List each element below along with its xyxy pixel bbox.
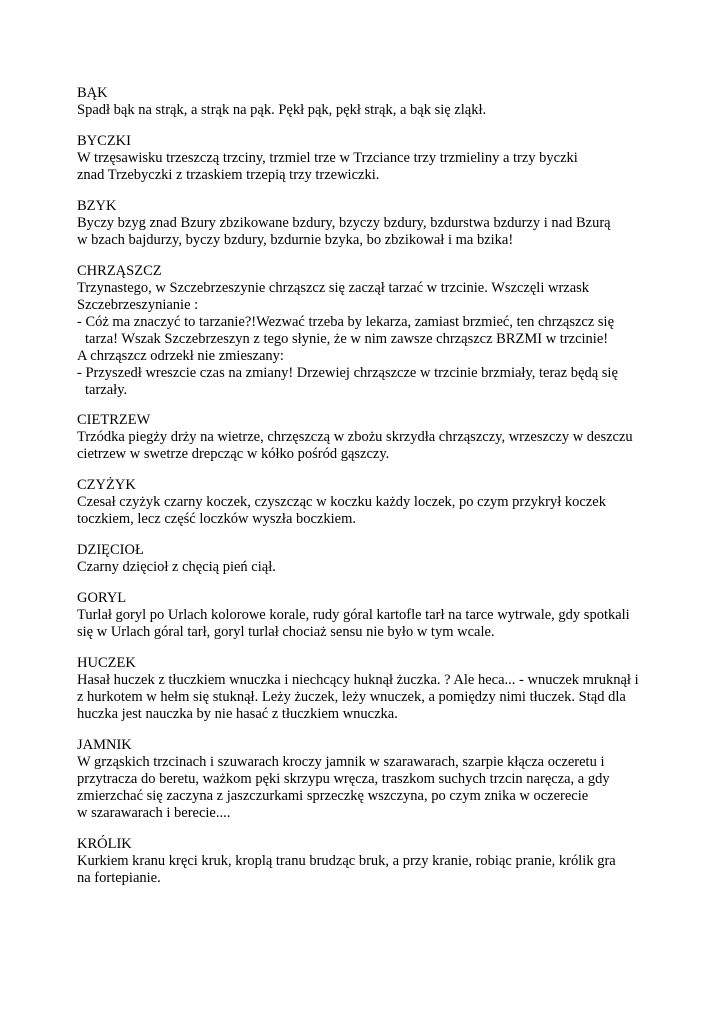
entry-line: Czarny dzięcioł z chęcią pień ciął. <box>77 559 276 575</box>
verse-entry <box>77 477 677 528</box>
entry-line: Trzódka piegży drży na wietrze, chrzęszczą w zbożu skrzydła chrząszczy, wrzeszczy w deszczu <box>77 429 633 445</box>
verse-entry <box>77 133 677 184</box>
entry-line: zmierzchać się zaczyna z jaszczurkami sprzeczkę wszczyna, po czym znika w oczerecie <box>77 788 589 804</box>
entry-line: huczka jest nauczka by nie hasać z tłuczkiem wnuczka. <box>77 706 398 722</box>
entry-line: na fortepianie. <box>77 870 161 886</box>
entry-title: CZYŻYK <box>77 477 136 493</box>
entry-line: - Cóż ma znaczyć to tarzanie?!Wezwać trzeba by lekarza, zamiast brzmieć, ten chrząszcz się <box>77 314 615 330</box>
verse-entry <box>77 590 677 641</box>
entry-line: tarza! Wszak Szczebrzeszyn z tego słynie, że w nim zawsze chrząszcz BRZMI w trzcinie! <box>85 331 609 347</box>
entry-line: cietrzew w swetrze drepcząc w kółko pośród gąszczy. <box>77 446 390 462</box>
entry-line: przytracza do beretu, ważkom pęki skrzypu wręcza, traszkom suchych trzcin naręcza, a gdy <box>77 771 610 787</box>
entry-title: KRÓLIK <box>77 836 132 852</box>
entry-line: się w Urlach góral tarł, goryl turlał chociaż sensu nie było w tym wcale. <box>77 624 495 640</box>
entry-line: Spadł bąk na strąk, a strąk na pąk. Pękł pąk, pękł strąk, a bąk się zląkł. <box>77 102 487 118</box>
verse-entry <box>77 85 677 119</box>
document-page <box>77 85 677 901</box>
verse-entry <box>77 655 677 723</box>
entry-line: Hasał huczek z tłuczkiem wnuczka i niechcący huknął żuczka. ? Ale heca... - wnuczek mruknął i <box>77 672 639 688</box>
entry-line: w szarawarach i berecie.... <box>77 805 231 821</box>
entry-title: GORYL <box>77 590 127 606</box>
entry-title: BĄK <box>77 85 108 101</box>
entry-title: BZYK <box>77 198 117 214</box>
verse-entry <box>77 412 677 463</box>
entry-title: JAMNIK <box>77 737 132 753</box>
verse-entry <box>77 263 677 399</box>
entry-line: W trzęsawisku trzeszczą trzciny, trzmiel trze w Trzciance trzy trzmieliny a trzy byczki <box>77 150 578 166</box>
entry-title: DZIĘCIOŁ <box>77 542 144 558</box>
entry-line: Kurkiem kranu kręci kruk, kroplą tranu brudząc bruk, a przy kranie, robiąc pranie, królik gra <box>77 853 616 869</box>
entry-title: BYCZKI <box>77 133 131 149</box>
entry-line: - Przyszedł wreszcie czas na zmiany! Drzewiej chrząszcze w trzcinie brzmiały, teraz będą się <box>77 365 618 381</box>
entry-line: znad Trzebyczki z trzaskiem trzepią trzy trzewiczki. <box>77 167 380 183</box>
entry-line: W grząskich trzcinach i szuwarach kroczy jamnik w szarawarach, szarpie kłącza oczeretu i <box>77 754 605 770</box>
entry-title: CHRZĄSZCZ <box>77 263 162 279</box>
entry-title: HUCZEK <box>77 655 136 671</box>
entry-line: z hurkotem w hełm się stuknął. Leży żuczek, leży wnuczek, a pomiędzy nimi tłuczek. Stąd dla <box>77 689 626 705</box>
verse-entry <box>77 542 677 576</box>
entry-line: A chrząszcz odrzekł nie zmieszany: <box>77 348 284 364</box>
entry-line: w bzach bajdurzy, byczy bzdury, bzdurnie bzyka, bo zbzikował i ma bzika! <box>77 232 514 248</box>
entry-line: Trzynastego, w Szczebrzeszynie chrząszcz się zaczął tarzać w trzcinie. Wszczęli wrzask <box>77 280 590 296</box>
verse-entry <box>77 198 677 249</box>
entry-title: CIETRZEW <box>77 412 151 428</box>
entry-line: Czesał czyżyk czarny koczek, czyszcząc w koczku każdy loczek, po czym przykrył koczek <box>77 494 606 510</box>
entry-line: toczkiem, lecz część loczków wyszła boczkiem. <box>77 511 356 527</box>
verse-entry <box>77 836 677 887</box>
entry-line: tarzały. <box>85 382 128 398</box>
entry-line: Szczebrzeszynianie : <box>77 297 199 313</box>
entry-line: Byczy bzyg znad Bzury zbzikowane bzdury, bzyczy bzdury, bzdurstwa bzdurzy i nad Bzurą <box>77 215 611 231</box>
entry-line: Turlał goryl po Urlach kolorowe korale, rudy góral kartofle tarł na tarce wytrwale, gdy spotkali <box>77 607 630 623</box>
verse-entry <box>77 737 677 822</box>
